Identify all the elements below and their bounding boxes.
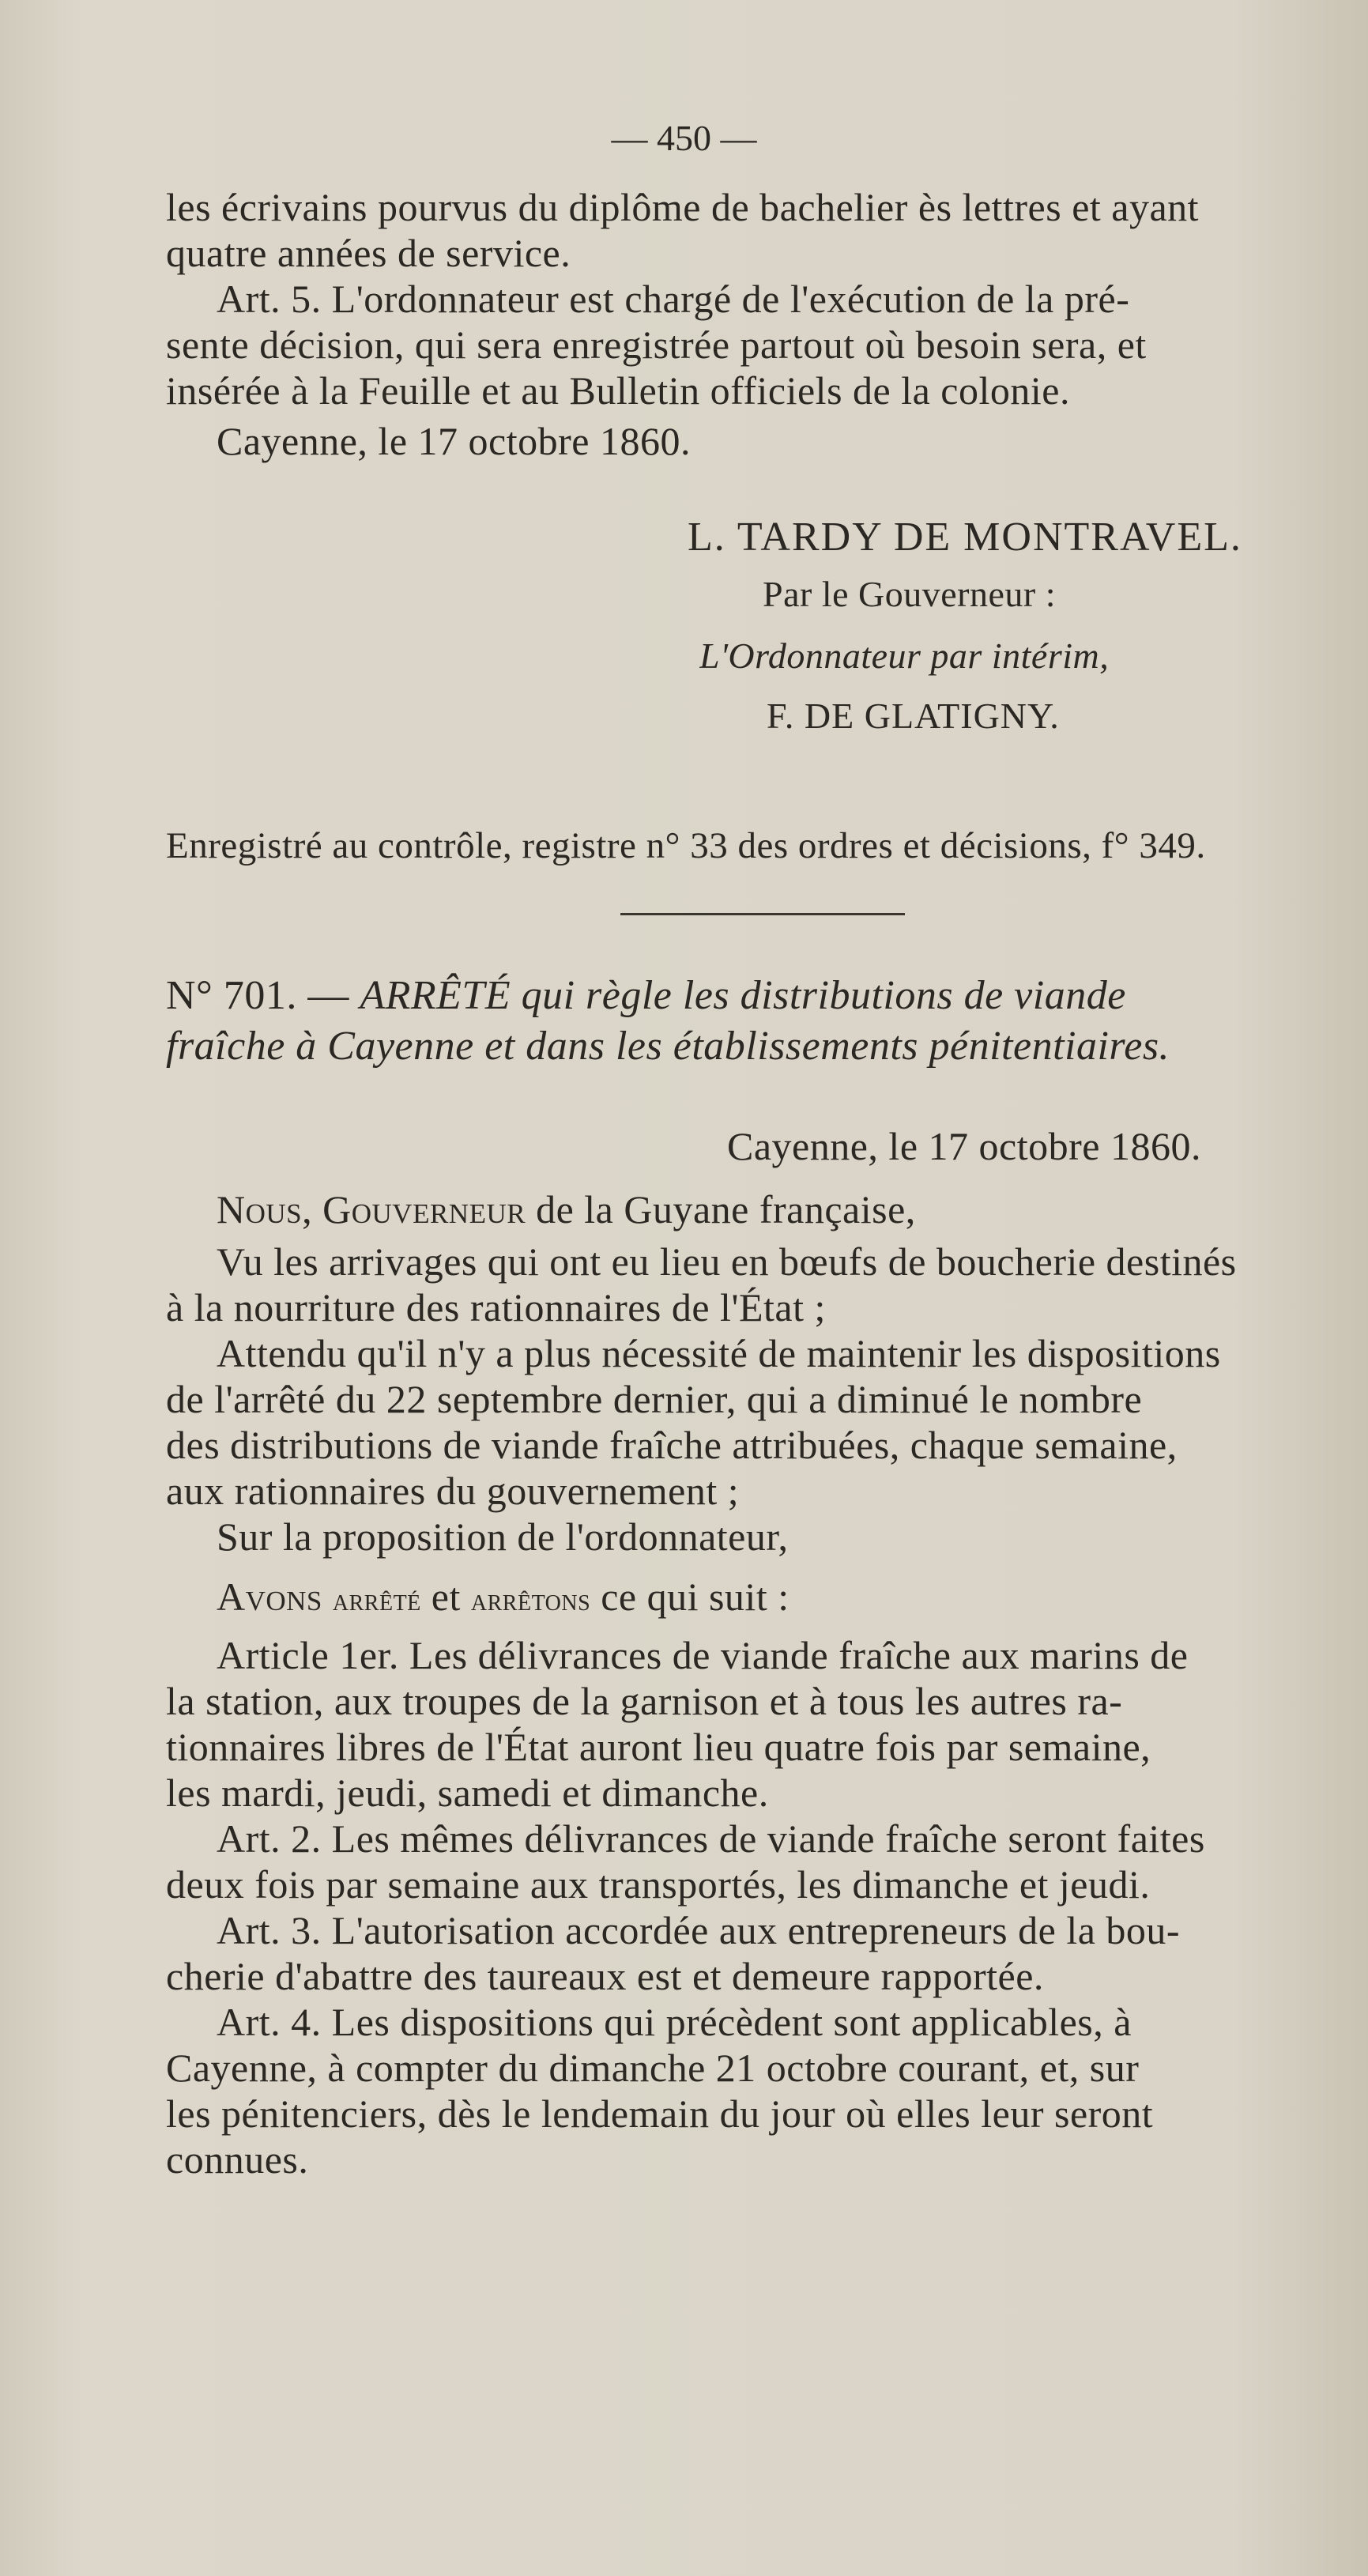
date-block-2 bbox=[166, 1122, 1336, 1178]
article-line: tionnaires libres de l'État auront lieu quatre fois par semaine, bbox=[166, 1725, 1151, 1769]
text-line: les écrivains pourvus du diplôme de bachelier ès lettres et ayant bbox=[166, 185, 1200, 229]
decision-arrete: arrêté bbox=[332, 1582, 421, 1617]
text-line: quatre années de service. bbox=[166, 231, 571, 275]
decision-avons: Avons bbox=[217, 1575, 322, 1619]
date-line: Cayenne, le 17 octobre 1860. bbox=[217, 419, 691, 463]
article-line: les mardi, jeudi, samedi et dimanche. bbox=[166, 1771, 769, 1815]
registration-block bbox=[166, 822, 1336, 877]
signature-role: L'Ordonnateur par intérim, bbox=[699, 636, 1110, 676]
decree-title bbox=[166, 972, 1336, 1083]
article-line: deux fois par semaine aux transportés, les dimanche et jeudi. bbox=[166, 1862, 1151, 1907]
intro-line bbox=[217, 1186, 1336, 1233]
date-line: Cayenne, le 17 octobre 1860. bbox=[727, 1124, 1201, 1168]
decision-block bbox=[166, 1573, 1336, 1628]
article-line: la station, aux troupes de la garnison et à tous les autres ra- bbox=[166, 1679, 1123, 1723]
article-line: Art. 4. Les dispositions qui précèdent sont applicables, à bbox=[217, 2000, 1132, 2044]
decision-line bbox=[217, 1573, 1336, 1624]
decision-arretons: arrêtons bbox=[470, 1582, 591, 1617]
article-line: Cayenne, à compter du dimanche 21 octobre courant, et, sur bbox=[166, 2046, 1140, 2090]
article-line: Article 1er. Les délivrances de viande fraîche aux marins de bbox=[217, 1633, 1189, 1677]
articles bbox=[166, 1631, 1336, 2201]
signature-name: L. TARDY DE MONTRAVEL. bbox=[688, 515, 1242, 560]
decision-et: et bbox=[431, 1575, 461, 1619]
text-line: Vu les arrivages qui ont eu lieu en bœufs de boucherie destinés bbox=[217, 1239, 1237, 1284]
text-line: Sur la proposition de l'ordonnateur, bbox=[217, 1514, 789, 1559]
text-line: de l'arrêté du 22 septembre dernier, qui a diminué le nombre bbox=[166, 1377, 1143, 1421]
article-line: les pénitenciers, dès le lendemain du jour où elles leur seront bbox=[166, 2091, 1154, 2136]
signature-name-2: F. DE GLATIGNY. bbox=[767, 696, 1060, 736]
decision-rest: ce qui suit : bbox=[601, 1575, 790, 1619]
text-line: Attendu qu'il n'y a plus nécessité de maintenir les dispositions bbox=[217, 1331, 1221, 1375]
decree-title-line-1 bbox=[166, 972, 1336, 1020]
decree-number: N° 701. — bbox=[166, 973, 349, 1018]
article-line: connues. bbox=[166, 2137, 309, 2182]
page-number-header: — 450 — bbox=[611, 118, 757, 158]
decree-title-line-2: fraîche à Cayenne et dans les établissements pénitentiaires. bbox=[166, 1024, 1170, 1069]
article-line: cherie d'abattre des taureaux est et demeure rapportée. bbox=[166, 1954, 1044, 1998]
decree-title-text: ARRÊTÉ qui règle les distributions de viande bbox=[360, 973, 1126, 1018]
signature-block bbox=[166, 0, 1336, 869]
preamble bbox=[166, 1186, 1336, 1565]
intro-gouverneur: Gouverneur bbox=[322, 1187, 526, 1231]
text-line: à la nourriture des rationnaires de l'État ; bbox=[166, 1285, 826, 1329]
text-line: des distributions de viande fraîche attribuées, chaque semaine, bbox=[166, 1423, 1178, 1467]
text-line: sente décision, qui sera enregistrée partout où besoin sera, et bbox=[166, 322, 1147, 367]
intro-nous: Nous, bbox=[217, 1187, 313, 1231]
text-line: aux rationnaires du gouvernement ; bbox=[166, 1469, 740, 1513]
section-divider bbox=[620, 913, 905, 915]
article-line: Art. 3. L'autorisation accordée aux entrepreneurs de la bou- bbox=[217, 1908, 1181, 1952]
text-line: Art. 5. L'ordonnateur est chargé de l'exécution de la pré- bbox=[217, 277, 1130, 321]
signature-by: Par le Gouverneur : bbox=[763, 574, 1056, 614]
text-line: insérée à la Feuille et au Bulletin officiels de la colonie. bbox=[166, 368, 1070, 413]
registration-line: Enregistré au contrôle, registre n° 33 des ordres et décisions, f° 349. bbox=[166, 825, 1206, 866]
article-line: Art. 2. Les mêmes délivrances de viande fraîche seront faites bbox=[217, 1816, 1205, 1861]
intro-rest: de la Guyane française, bbox=[536, 1187, 916, 1231]
